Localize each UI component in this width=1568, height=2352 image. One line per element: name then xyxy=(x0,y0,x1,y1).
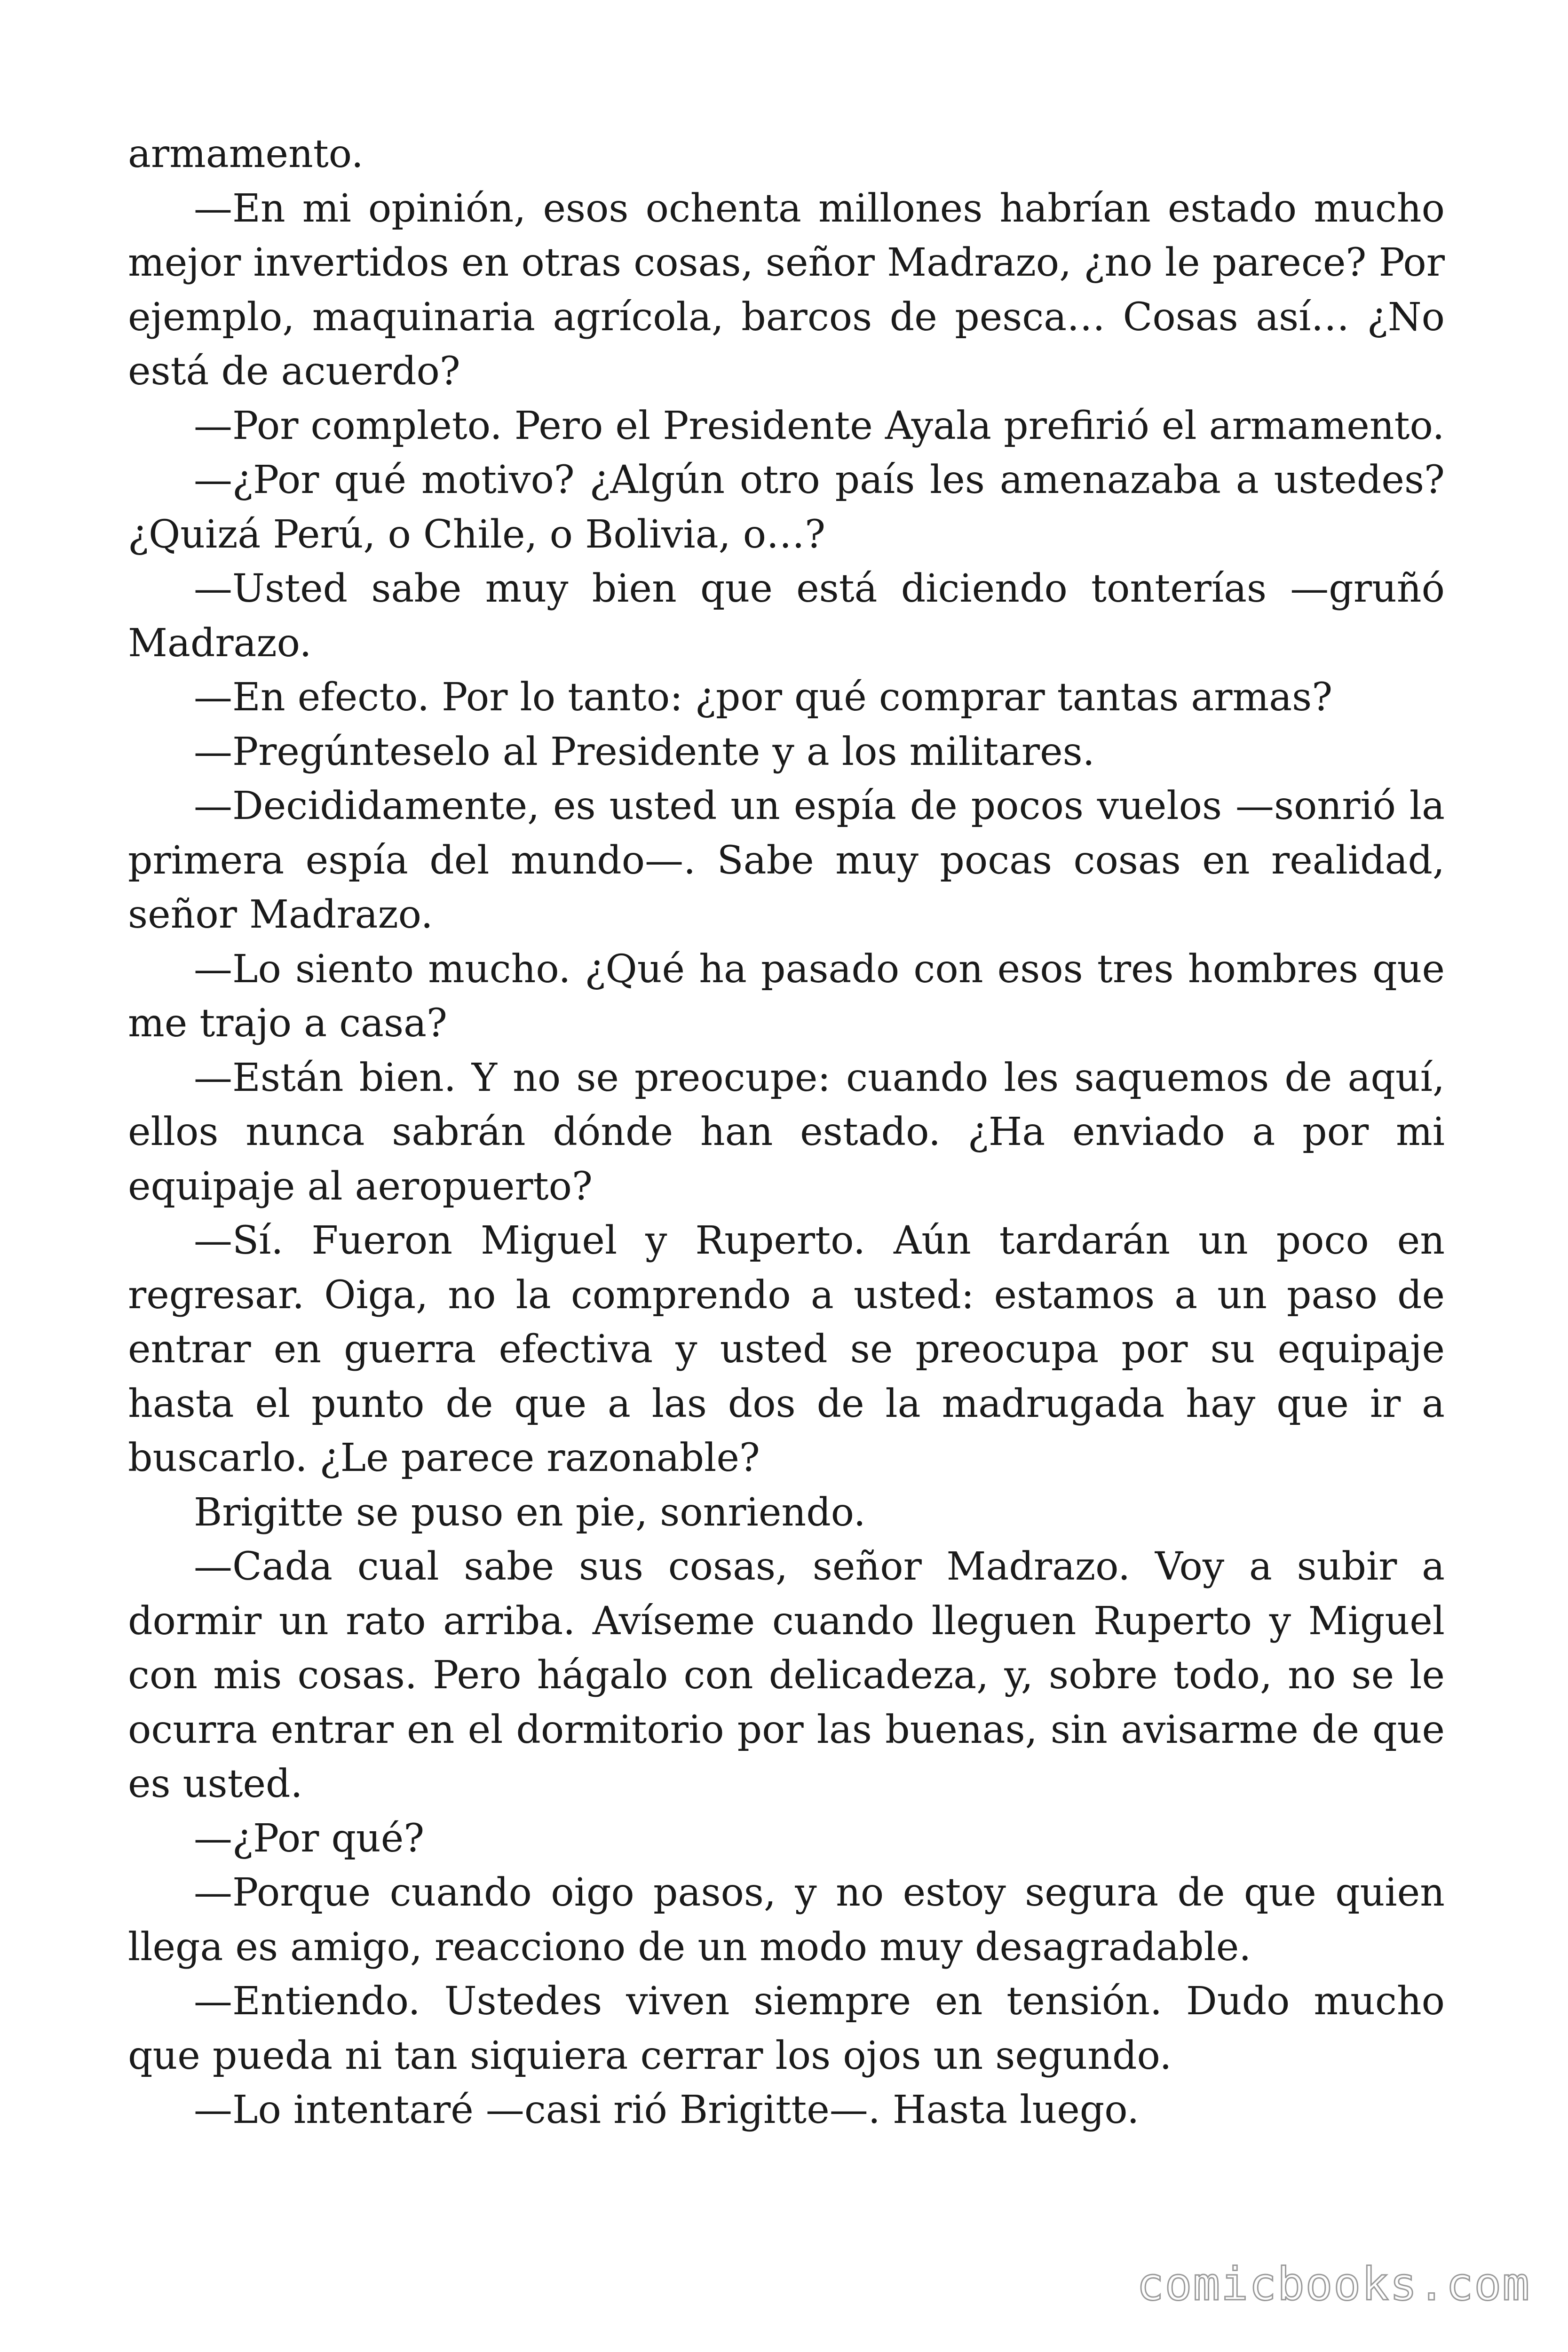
site-watermark: comicbooks.com xyxy=(1136,2258,1530,2311)
paragraph-17: —Lo intentaré —casi rió Brigitte—. Hasta luego. xyxy=(194,2088,1140,2132)
paragraph-7: —Pregúnteselo al Presidente y a los militares. xyxy=(194,729,1095,774)
paragraph-15: —Porque cuando oigo pasos, y no estoy segura de que quien llega es amigo, reacciono de un modo muy desagradable. xyxy=(128,1870,1445,1970)
paragraph-8: —Decididamente, es usted un espía de pocos vuelos —sonrió la primera espía del mundo—. Sabe muy pocas cosas en realidad, señor Madrazo. xyxy=(128,784,1445,937)
paragraph-10: —Están bien. Y no se preocupe: cuando les saquemos de aquí, ellos nunca sabrán dónde han estado. ¿Ha enviado a por mi equipaje al aeropuerto? xyxy=(128,1055,1445,1209)
paragraph-16: —Entiendo. Ustedes viven siempre en tensión. Dudo mucho que pueda ni tan siquiera cerrar los ojos un segundo. xyxy=(128,1979,1445,2078)
paragraph-1: armamento. xyxy=(128,132,364,176)
paragraph-14: —¿Por qué? xyxy=(194,1816,425,1861)
paragraph-2: —En mi opinión, esos ochenta millones habrían estado mucho mejor invertidos en otras cosas, señor Madrazo, ¿no le parece? Por ejemplo, maquinaria agrícola, barcos de pesca… Cosas así… ¿No está de acuerdo? xyxy=(128,186,1445,394)
paragraph-13: —Cada cual sabe sus cosas, señor Madrazo. Voy a subir a dormir un rato arriba. Avíseme cuando lleguen Ruperto y Miguel con mis cosas. Pero hágalo con delicadeza, y, sobre todo, no se le ocurra entrar en el dormitorio por las buenas, sin avisarme de que es usted. xyxy=(128,1544,1445,1806)
book-page-text xyxy=(128,127,1445,2137)
paragraph-11: —Sí. Fueron Miguel y Ruperto. Aún tardarán un poco en regresar. Oiga, no la comprendo a usted: estamos a un paso de entrar en guerra efectiva y usted se preocupa por su equipaje hasta el punto de que a las dos de la madrugada hay que ir a buscarlo. ¿Le parece razonable? xyxy=(128,1218,1445,1480)
paragraph-6: —En efecto. Por lo tanto: ¿por qué comprar tantas armas? xyxy=(194,675,1333,720)
paragraph-12: Brigitte se puso en pie, sonriendo. xyxy=(194,1490,866,1535)
paragraph-4: —¿Por qué motivo? ¿Algún otro país les amenazaba a ustedes? ¿Quizá Perú, o Chile, o Bolivia, o…? xyxy=(128,458,1445,557)
paragraph-3: —Por completo. Pero el Presidente Ayala prefirió el armamento. xyxy=(194,403,1445,448)
paragraph-9: —Lo siento mucho. ¿Qué ha pasado con esos tres hombres que me trajo a casa? xyxy=(128,946,1445,1046)
paragraph-5: —Usted sabe muy bien que está diciendo tonterías —gruñó Madrazo. xyxy=(128,566,1445,666)
